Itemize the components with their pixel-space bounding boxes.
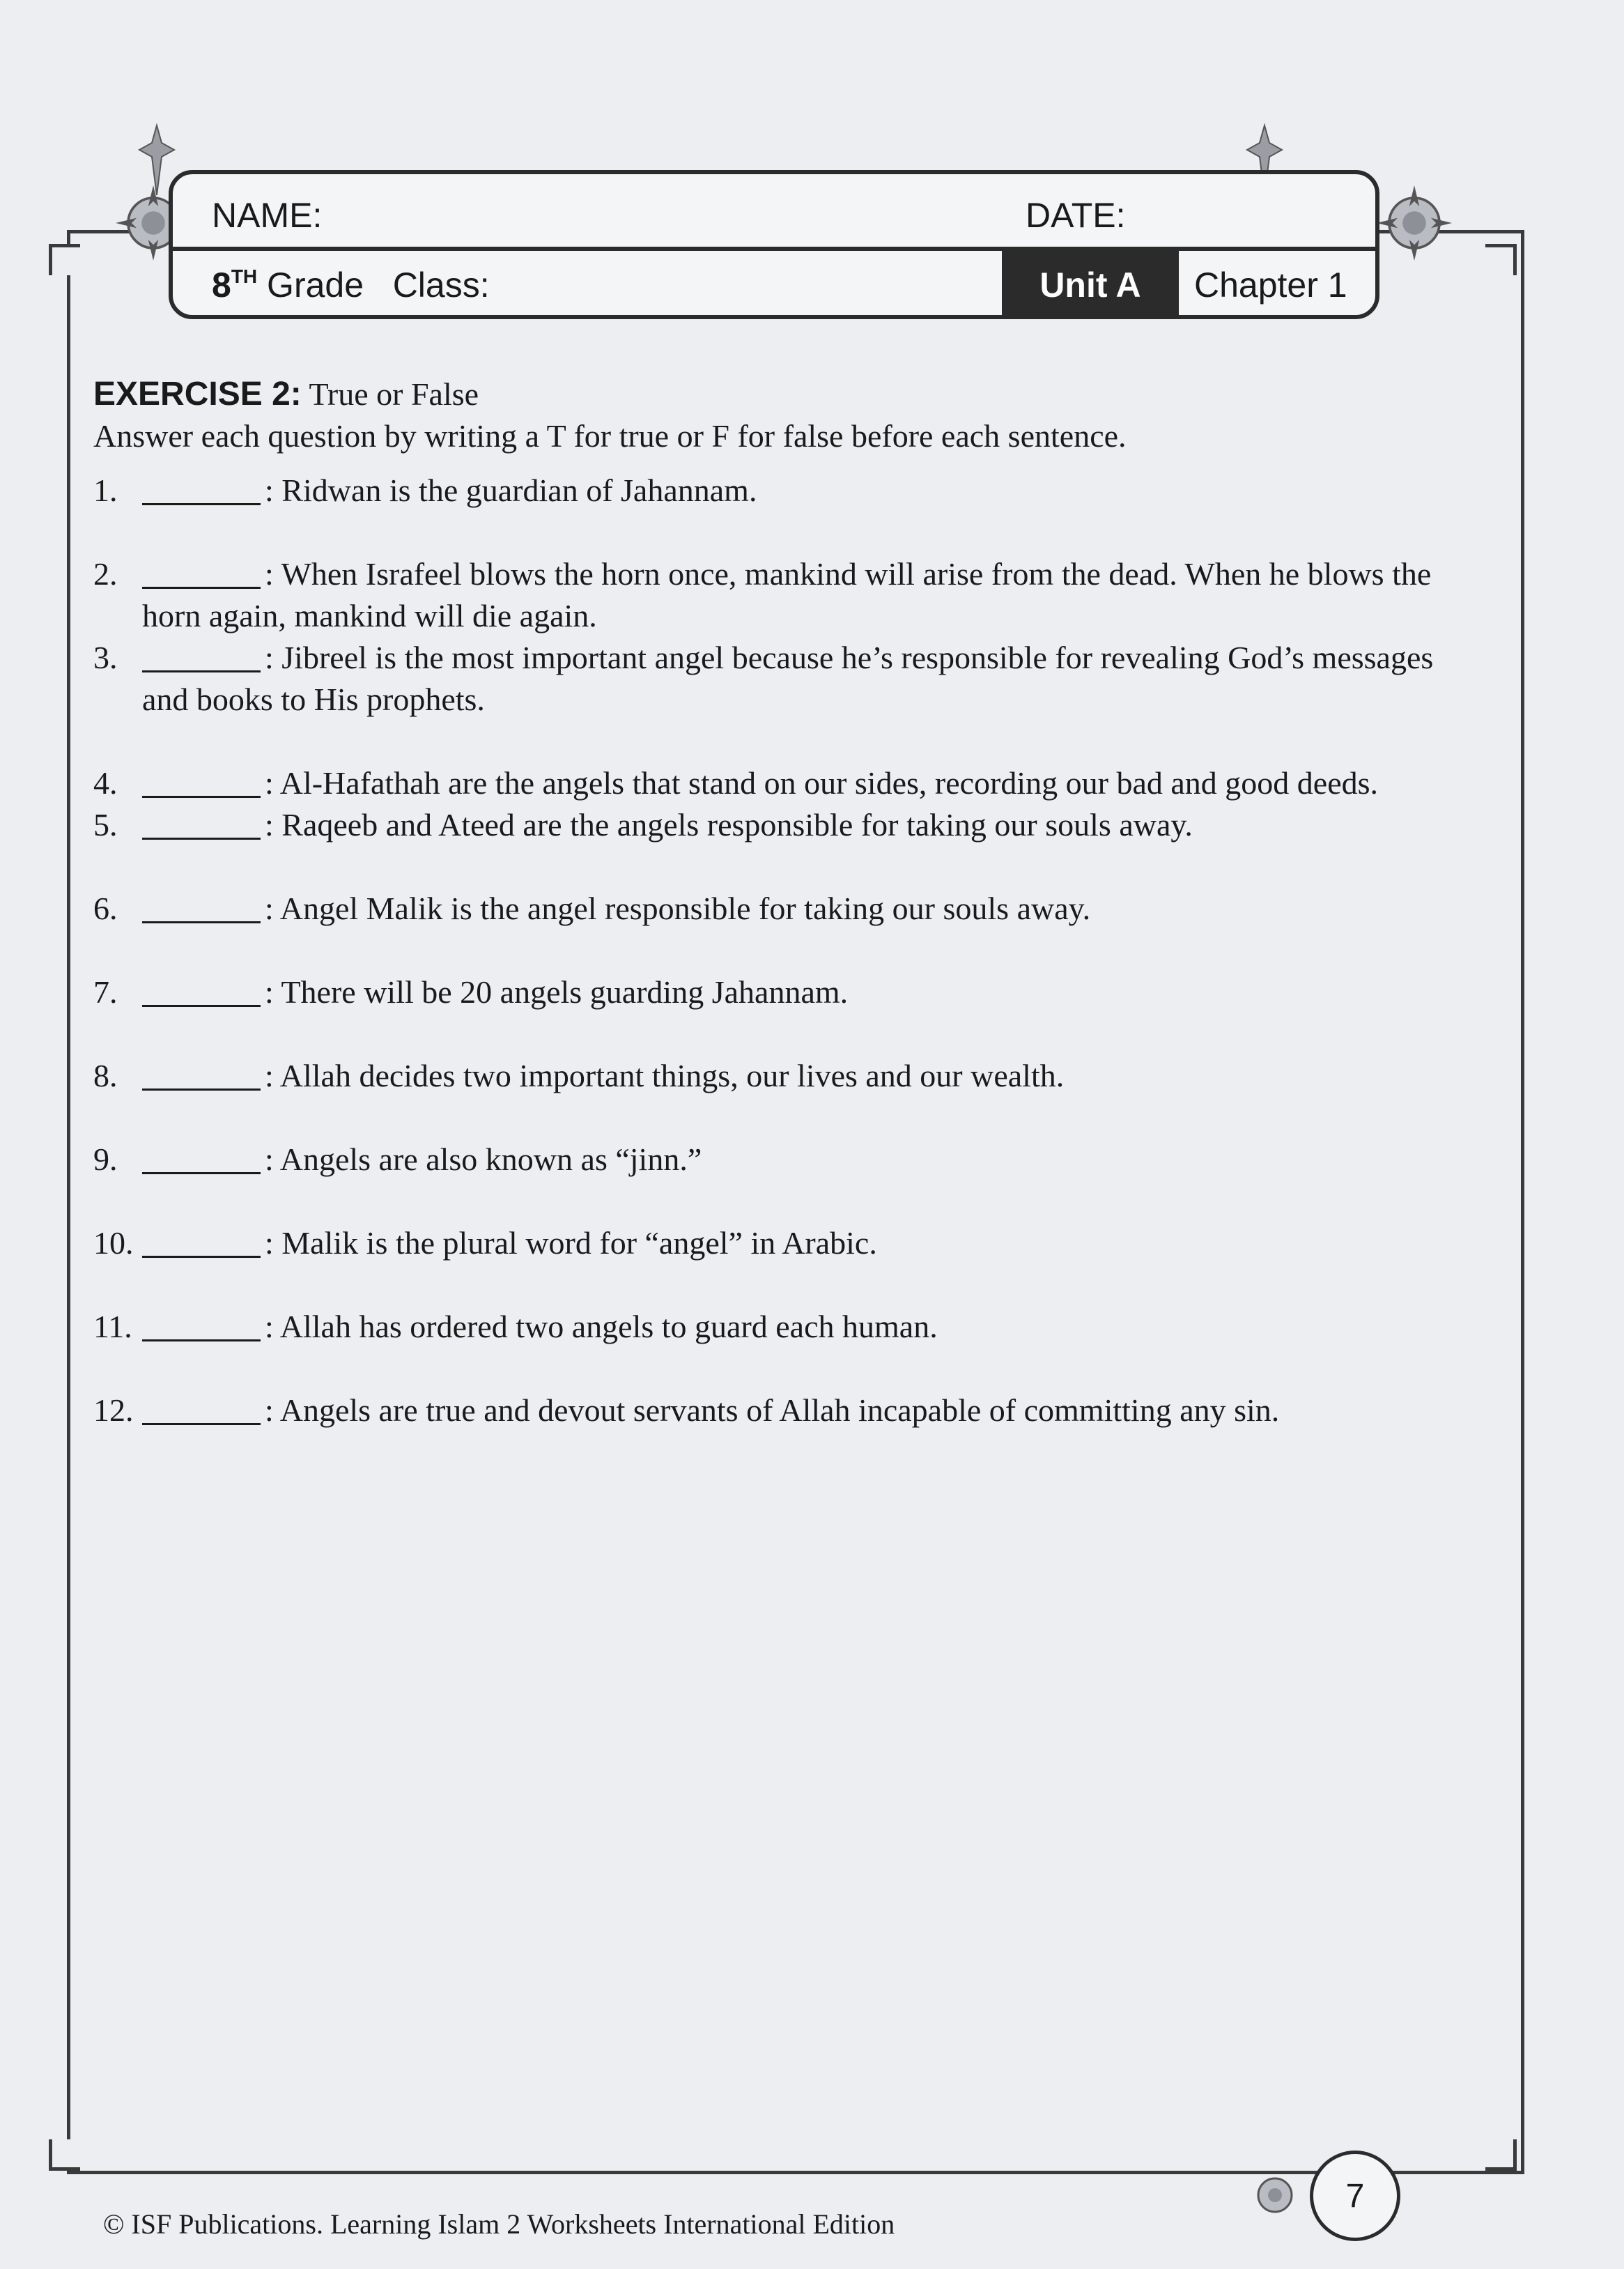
answer-blank[interactable] bbox=[142, 1392, 261, 1425]
answer-blank[interactable] bbox=[142, 1058, 261, 1091]
question-number: 9. bbox=[93, 1141, 118, 1177]
unit-badge: Unit A bbox=[1002, 251, 1179, 319]
grade-label: Grade bbox=[267, 266, 364, 305]
answer-blank[interactable] bbox=[142, 1309, 261, 1341]
question-number: 2. bbox=[93, 556, 118, 592]
question-item bbox=[93, 1390, 1445, 1431]
question-item bbox=[93, 637, 1445, 721]
page-number: 7 bbox=[1310, 2151, 1400, 2241]
answer-blank[interactable] bbox=[142, 765, 261, 798]
answer-blank[interactable] bbox=[142, 974, 261, 1007]
question-text: : Allah has ordered two angels to guard each human. bbox=[265, 1309, 938, 1344]
question-text: : Raqeeb and Ateed are the angels responsible for taking our souls away. bbox=[265, 807, 1193, 843]
question-text: : Allah decides two important things, our lives and our wealth. bbox=[265, 1058, 1065, 1093]
floral-ornament-icon bbox=[1247, 2167, 1303, 2223]
exercise-number: EXERCISE 2: bbox=[93, 376, 302, 413]
answer-blank[interactable] bbox=[142, 807, 261, 840]
exercise-title bbox=[93, 374, 1445, 415]
answer-blank[interactable] bbox=[142, 640, 261, 672]
question-number: 11. bbox=[93, 1309, 132, 1344]
question-item bbox=[93, 470, 1445, 512]
question-item bbox=[93, 1306, 1445, 1348]
chapter-label: Chapter 1 bbox=[1194, 266, 1347, 305]
question-number: 4. bbox=[93, 765, 118, 801]
question-text: : Angel Malik is the angel responsible for taking our souls away. bbox=[265, 891, 1091, 926]
question-number: 8. bbox=[93, 1058, 118, 1093]
exercise-type: True or False bbox=[309, 376, 479, 412]
question-number: 10. bbox=[93, 1225, 134, 1261]
answer-blank[interactable] bbox=[142, 1141, 261, 1174]
answer-blank[interactable] bbox=[142, 556, 261, 589]
question-number: 3. bbox=[93, 640, 118, 675]
question-text: : Malik is the plural word for “angel” in Arabic. bbox=[265, 1225, 877, 1261]
question-text: : There will be 20 angels guarding Jahannam. bbox=[265, 974, 849, 1010]
corner-ornament bbox=[49, 2139, 80, 2171]
question-item bbox=[93, 804, 1445, 846]
question-item bbox=[93, 1139, 1445, 1180]
grade-number: 8 bbox=[212, 266, 231, 305]
question-item bbox=[93, 1222, 1445, 1264]
question-number: 12. bbox=[93, 1392, 134, 1428]
question-text: : Jibreel is the most important angel because he’s responsible for revealing God’s messages and books to His prophets. bbox=[142, 640, 1434, 717]
question-text: : When Israfeel blows the horn once, mankind will arise from the dead. When he blows the horn again, mankind will die again. bbox=[142, 556, 1432, 633]
question-item bbox=[93, 971, 1445, 1013]
answer-blank[interactable] bbox=[142, 472, 261, 505]
answer-blank[interactable] bbox=[142, 1225, 261, 1258]
answer-blank[interactable] bbox=[142, 891, 261, 923]
question-item bbox=[93, 762, 1445, 804]
header-divider bbox=[173, 247, 1375, 251]
question-number: 7. bbox=[93, 974, 118, 1010]
question-item bbox=[93, 1055, 1445, 1097]
question-number: 6. bbox=[93, 891, 118, 926]
question-item bbox=[93, 553, 1445, 637]
grade-class-row bbox=[212, 265, 490, 305]
corner-ornament bbox=[49, 244, 80, 275]
instructions: Answer each question by writing a T for true or F for false before each sentence. bbox=[93, 418, 1127, 454]
question-text: : Angels are true and devout servants of Allah incapable of committing any sin. bbox=[265, 1392, 1280, 1428]
question-text: : Angels are also known as “jinn.” bbox=[265, 1141, 702, 1177]
question-text: : Ridwan is the guardian of Jahannam. bbox=[265, 472, 757, 508]
question-number: 1. bbox=[93, 472, 118, 508]
copyright-footer: © ISF Publications. Learning Islam 2 Worksheets International Edition bbox=[103, 2208, 895, 2240]
name-label: NAME: bbox=[212, 196, 323, 235]
floral-ornament-icon bbox=[1372, 181, 1456, 265]
question-text: : Al-Hafathah are the angels that stand on our sides, recording our bad and good deeds. bbox=[265, 765, 1379, 801]
question-item bbox=[93, 888, 1445, 930]
question-number: 5. bbox=[93, 807, 118, 843]
corner-ornament bbox=[1485, 2139, 1517, 2171]
class-label: Class: bbox=[392, 266, 490, 305]
date-label: DATE: bbox=[1026, 196, 1126, 235]
grade-suffix: TH bbox=[231, 266, 258, 287]
worksheet-header bbox=[169, 170, 1379, 319]
exercise-section bbox=[93, 374, 1445, 1431]
corner-ornament bbox=[1485, 244, 1517, 275]
